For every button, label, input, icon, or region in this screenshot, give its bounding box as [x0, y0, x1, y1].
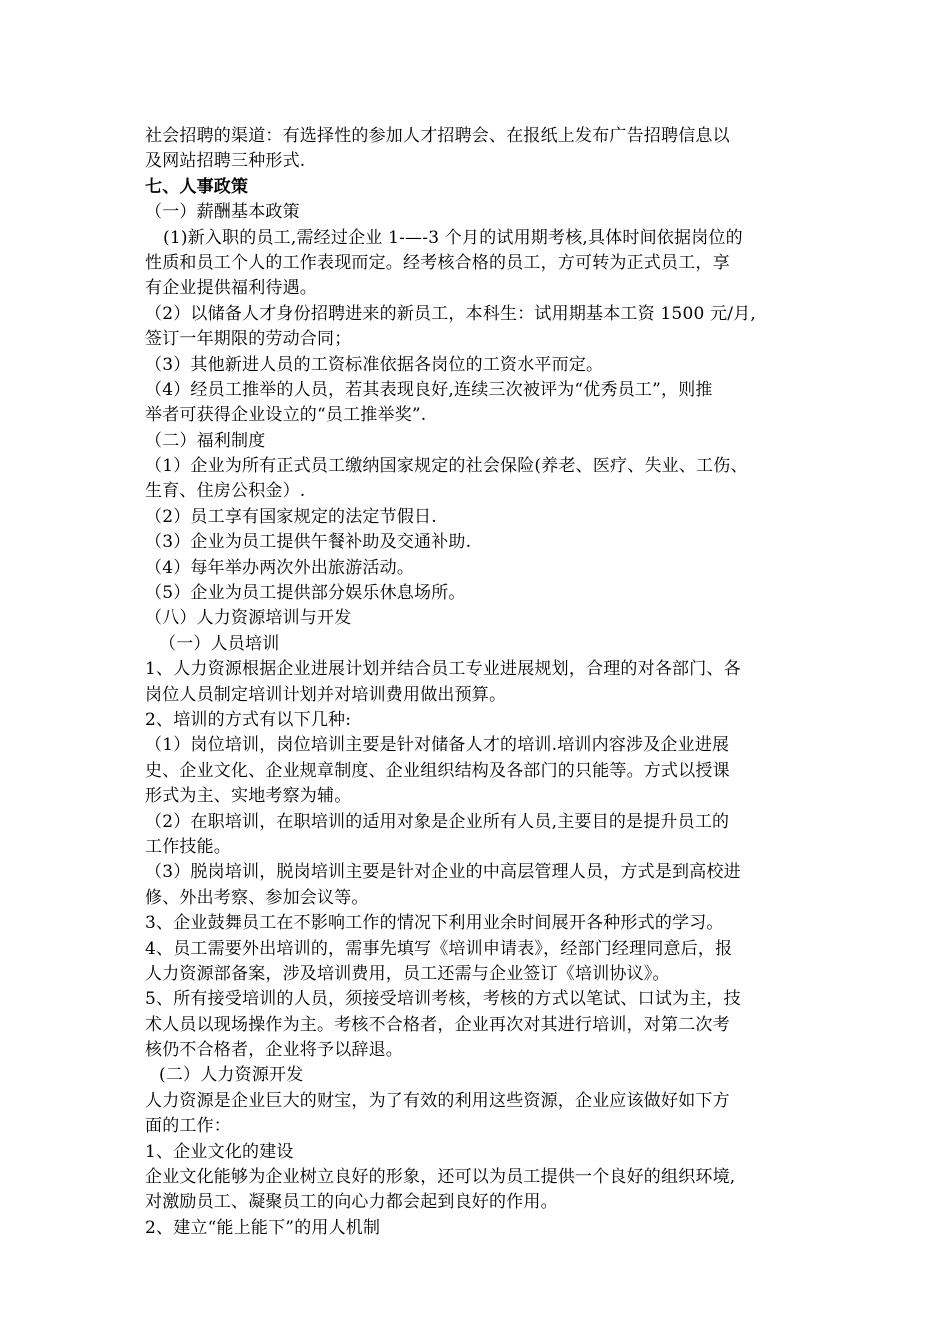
text-line: 对激励员工、凝聚员工的向心力都会起到良好的作用。: [145, 1192, 558, 1213]
text-line: 2、培训的方式有以下几种:: [145, 709, 352, 730]
text-line: 举者可获得企业设立的“员工推举奖”.: [145, 405, 427, 426]
text-line: 签订一年期限的劳动合同；: [145, 329, 352, 350]
text-line: （3）其他新进人员的工资标准依据各岗位的工资水平而定。: [145, 354, 604, 375]
text-line: （1）岗位培训，岗位培训主要是针对储备人才的培训.培训内容涉及企业进展: [145, 735, 730, 756]
text-line: 形式为主、实地考察为辅。: [145, 786, 352, 807]
text-line: 4、员工需要外出培训的，需事先填写《培训申请表》，经部门经理同意后，报: [145, 938, 733, 959]
text-line: 有企业提供福利待遇。: [145, 278, 317, 299]
text-line: （二）福利制度: [145, 430, 266, 451]
text-line: （5）企业为员工提供部分娱乐休息场所。: [145, 583, 466, 604]
text-line: （八）人力资源培训与开发: [145, 608, 352, 629]
text-line: 及网站招聘三种形式.: [145, 151, 306, 172]
text-line: 工作技能。: [145, 836, 231, 857]
text-line: 人力资源是企业巨大的财宝，为了有效的利用这些资源，企业应该做好如下方: [145, 1090, 730, 1111]
text-line: （一）人员培训: [159, 633, 280, 654]
document-body: [145, 124, 835, 1241]
text-line: （2）员工享有国家规定的法定节假日.: [145, 506, 437, 527]
text-line: 术人员以现场操作为主。考核不合格者，企业再次对其进行培训，对第二次考: [145, 1014, 730, 1035]
text-line: (1)新入职的员工,需经过企业 1-—-3 个月的试用期考核,具体时间依据岗位的: [163, 227, 743, 248]
text-line: (二）人力资源开发: [159, 1065, 304, 1086]
text-line: 面的工作：: [145, 1116, 231, 1137]
text-line: 性质和员工个人的工作表现而定。经考核合格的员工，方可转为正式员工，享: [145, 252, 730, 273]
text-line: （3）脱岗培训，脱岗培训主要是针对企业的中高层管理人员，方式是到高校进: [145, 862, 741, 883]
text-line: （2）在职培训，在职培训的适用对象是企业所有人员,主要目的是提升员工的: [145, 811, 730, 832]
text-line: 3、企业鼓舞员工在不影响工作的情况下利用业余时间展开各种形式的学习。: [145, 913, 724, 934]
text-line: 5、所有接受培训的人员，须接受培训考核，考核的方式以笔试、口试为主，技: [145, 989, 741, 1010]
text-line: 人力资源部备案，涉及培训费用，员工还需与企业签订《培训协议》。: [145, 963, 670, 984]
text-line: 岗位人员制定培训计划并对培训费用做出预算。: [145, 684, 507, 705]
text-line: 1、人力资源根据企业进展计划并结合员工专业进展规划，合理的对各部门、各: [145, 659, 741, 680]
section-heading: 七、人事政策: [145, 176, 249, 197]
text-line: （一）薪酬基本政策: [145, 202, 300, 223]
text-line: 1、企业文化的建设: [145, 1141, 294, 1162]
text-line: （3）企业为员工提供午餐补助及交通补助.: [145, 532, 472, 553]
text-line: 2、建立“能上能下”的用人机制: [145, 1217, 381, 1238]
text-line: （4）经员工推举的人员，若其表现良好,连续三次被评为“优秀员工”，则推: [145, 379, 713, 400]
text-line: 生育、住房公积金）.: [145, 481, 306, 502]
text-line: （4）每年举办两次外出旅游活动。: [145, 557, 415, 578]
text-line: （2）以储备人才身份招聘进来的新员工，本科生：试用期基本工资 1500 元/月,: [145, 303, 757, 324]
text-line: 核仍不合格者，企业将予以辞退。: [145, 1040, 403, 1061]
text-line: 修、外出考察、参加会议等。: [145, 887, 369, 908]
text-line: 史、企业文化、企业规章制度、企业组织结构及各部门的只能等。方式以授课: [145, 760, 730, 781]
text-line: （1）企业为所有正式员工缴纳国家规定的社会保险(养老、医疗、失业、工伤、: [145, 456, 748, 477]
text-line: 社会招聘的渠道：有选择性的参加人才招聘会、在报纸上发布广告招聘信息以: [145, 126, 730, 146]
text-line: 企业文化能够为企业树立良好的形象，还可以为员工提供一个良好的组织环境,: [145, 1167, 736, 1188]
